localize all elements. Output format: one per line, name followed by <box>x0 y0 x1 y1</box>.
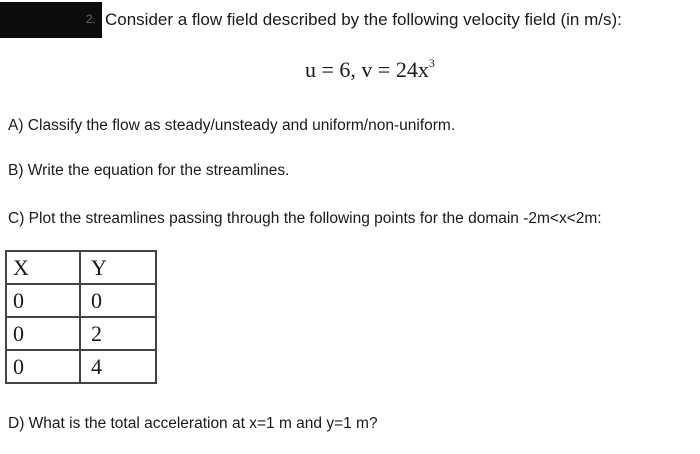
question-number: 2. <box>86 12 97 26</box>
table-header-y: Y <box>80 251 156 284</box>
equation-exponent: 3 <box>428 56 435 70</box>
part-d-text: D) What is the total acceleration at x=1 m and y=1 m? <box>8 415 378 432</box>
part-b-text: B) Write the equation for the streamlines. <box>8 162 290 179</box>
table-row <box>6 350 156 383</box>
table-cell-x: 0 <box>6 284 80 317</box>
table-row <box>6 284 156 317</box>
question-heading: Consider a flow field described by the following velocity field (in m/s): <box>105 10 622 29</box>
equation-text: u = 6, v = 24x <box>305 57 429 82</box>
table-cell-y: 0 <box>80 284 156 317</box>
table-header-x: X <box>6 251 80 284</box>
table-cell-x: 0 <box>6 317 80 350</box>
table-cell-y: 4 <box>80 350 156 383</box>
velocity-equation <box>305 56 435 83</box>
part-a-text: A) Classify the flow as steady/unsteady and uniform/non-uniform. <box>8 117 456 134</box>
table-cell-x: 0 <box>6 350 80 383</box>
table-row <box>6 317 156 350</box>
table-cell-y: 2 <box>80 317 156 350</box>
points-table <box>5 250 157 384</box>
part-c-text: C) Plot the streamlines passing through the following points for the domain -2m<x<2m: <box>8 210 602 227</box>
table-header-row <box>6 251 156 284</box>
